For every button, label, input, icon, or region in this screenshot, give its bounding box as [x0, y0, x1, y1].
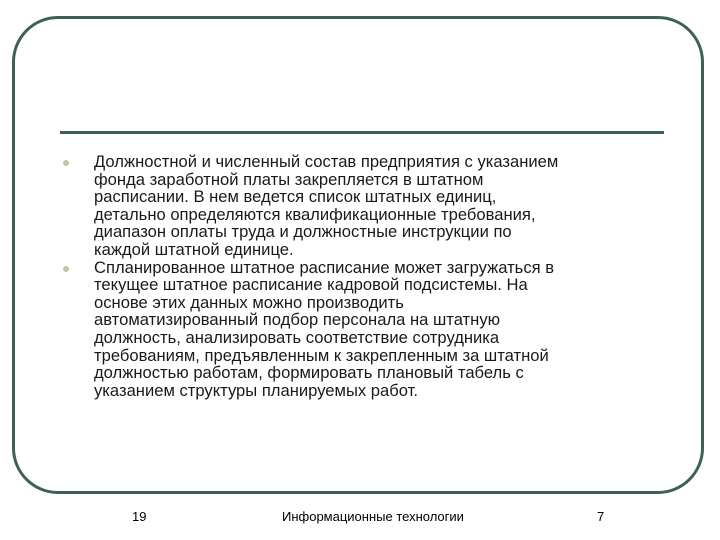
bullet-item	[62, 259, 662, 400]
bullet-list	[62, 153, 662, 399]
footer-slide-number: 19	[132, 509, 147, 524]
bullet-dot-icon	[63, 266, 69, 272]
bullet-dot-icon	[63, 160, 69, 166]
footer-course-title: Информационные технологии	[282, 509, 464, 524]
title-divider	[60, 131, 664, 134]
bullet-item	[62, 153, 662, 259]
bullet-text: Должностной и численный состав предприятия с указанием фонда заработной платы закрепляется в штатном расписании. В нем ведется список штатных единиц, детально определяются квалификационные требования, диапазон оплаты труда и должностные инструкции по каждой штатной единице.	[94, 152, 559, 259]
footer-page-number: 7	[597, 509, 605, 524]
bullet-text: Спланированное штатное расписание может загружаться в текущее штатное расписание кадровой подсистемы. На основе этих данных можно производить автоматизированный подбор персонала на штатную должность, анализировать соответствие сотрудника требованиям, предъявленным к закрепленным за штатной должностью работам, формировать плановый табель с указанием структуры планируемых работ.	[94, 257, 555, 400]
